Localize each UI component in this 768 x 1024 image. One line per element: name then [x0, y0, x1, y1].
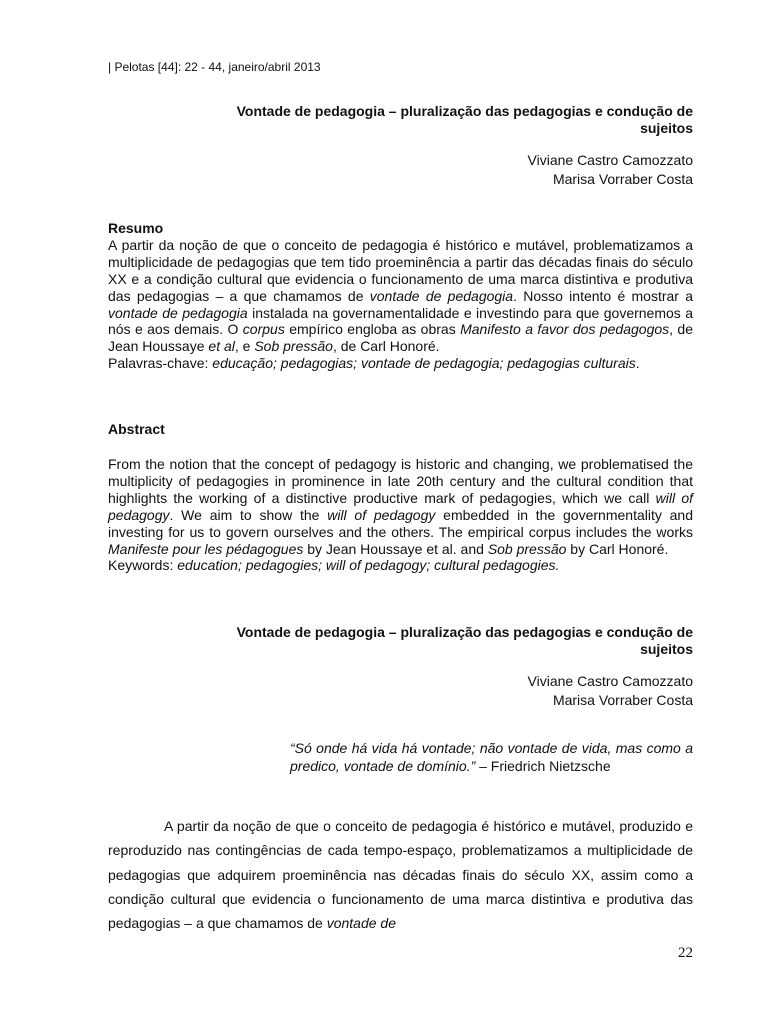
abstract-text: From the notion that the concept of pedagogy is historic and changing, we problematised the multiplicity of pedagogies in prominence in late 20th century and the cultural condition that highlights the working of a distinctive productive mark of pedagogies, which we call will of pedagogy. We aim to show the will of pedagogy embedded in the governmentality and investing for us to govern ourselves and the others. The empirical corpus includes the works Manifeste pour les pédagogues by Jean Houssaye et al. and Sob pressão by Carl Honoré. — [108, 456, 693, 557]
author-name: Viviane Castro Camozzato — [527, 673, 693, 689]
running-header: | Pelotas [44]: 22 - 44, janeiro/abril 2013 — [108, 60, 321, 74]
article-title-repeat — [108, 624, 693, 658]
abstract-section — [108, 421, 693, 438]
resumo-keywords: Palavras-chave: educação; pedagogias; vontade de pedagogia; pedagogias culturais. — [108, 355, 640, 372]
author-name: Viviane Castro Camozzato — [527, 152, 693, 168]
author-list — [108, 151, 693, 189]
abstract-keywords: Keywords: education; pedagogies; will of pedagogy; cultural pedagogies. — [108, 557, 560, 574]
author-name: Marisa Vorraber Costa — [552, 692, 693, 708]
resumo-text: A partir da noção de que o conceito de pedagogia é histórico e mutável, problematizamos a multiplicidade de pedagogias que tem tido proeminência a partir das décadas finais do século XX e a condição cultural que evidencia o funcionamento de uma marca distintiva e produtiva das pedagogias – a que chamamos de vontade de pedagogia. Nosso intento é mostrar a vontade de pedagogia instalada na governamentalidade e investindo para que governemos a nós e aos demais. O corpus empírico engloba as obras Manifesto a favor dos pedagogos, de Jean Houssaye et al, e Sob pressão, de Carl Honoré. — [108, 236, 694, 355]
title-line: Vontade de pedagogia – pluralização das pedagogias e condução de — [236, 103, 693, 119]
author-name: Marisa Vorraber Costa — [552, 171, 693, 187]
epigraph — [290, 740, 693, 775]
page-number: 22 — [678, 945, 693, 961]
title-line: sujeitos — [640, 641, 693, 657]
title-line: sujeitos — [640, 120, 693, 136]
body-paragraph: A partir da noção de que o conceito de pedagogia é histórico e mutável, produzido e reproduzido nas contingências de cada tempo-espaço, problematizamos a multiplicidade de pedagogias que adquirem proeminência nas décadas finais do século XX, assim como a condição cultural que evidencia o funcionamento de uma marca distintiva e produtiva das pedagogias – a que chamamos de vontade de — [108, 818, 693, 932]
abstract-heading: Abstract — [108, 421, 165, 437]
resumo-section — [108, 220, 693, 372]
epigraph-attribution: – Friedrich Nietzsche — [475, 757, 611, 774]
author-list-repeat — [108, 672, 693, 710]
abstract-body — [108, 456, 693, 574]
epigraph-quote: “Só onde há vida há vontade; não vontade de vida, mas como a predico, vontade de domínio.” — [290, 740, 693, 774]
article-title — [108, 103, 693, 137]
resumo-heading: Resumo — [108, 220, 164, 236]
title-line: Vontade de pedagogia – pluralização das pedagogias e condução de — [236, 624, 693, 640]
